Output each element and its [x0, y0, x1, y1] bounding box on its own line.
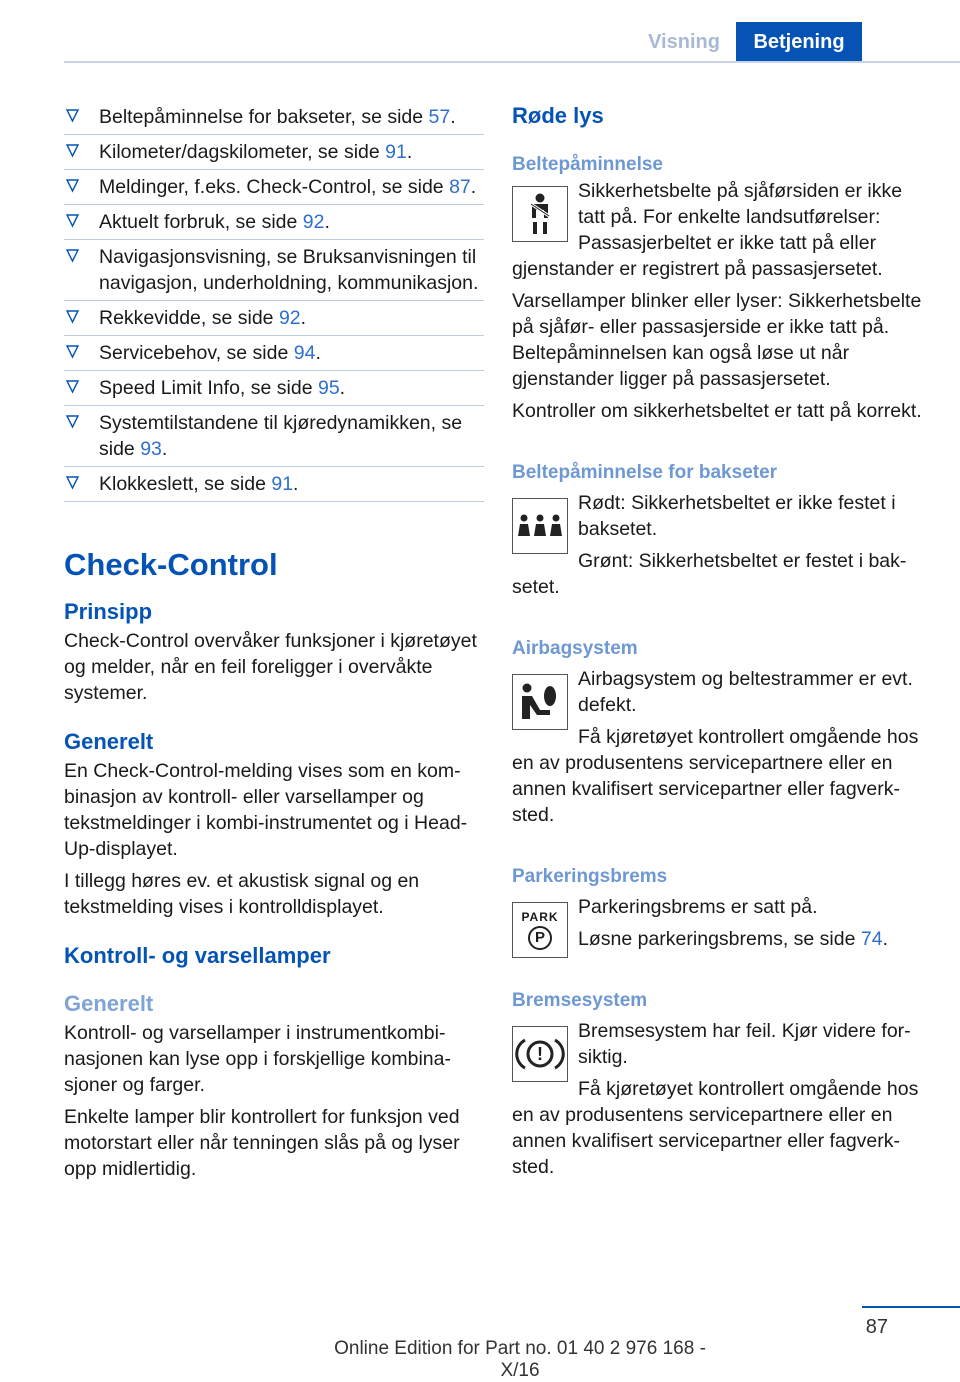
- list-item: [64, 100, 484, 135]
- generelt2-title: Generelt: [64, 991, 154, 1016]
- page-number: 87: [865, 1316, 888, 1338]
- generelt2-text-1: Kontroll- og varsellamper i instrumentkombinasjonen kan lyse opp i forskjellige kombinasjoner og farger.: [64, 1022, 451, 1096]
- page-link[interactable]: 92: [302, 211, 325, 233]
- brems-lamp: [512, 1018, 932, 1180]
- page-link[interactable]: 91: [271, 473, 294, 495]
- airbag-text-2: Få kjøretøyet kontrollert omgående hos en av produsentens servicepartnere eller en annen kvalifisert servicepartner eller fagverksted.: [512, 726, 919, 826]
- bak-title: Beltepåminnelse for bakseter: [512, 462, 778, 483]
- footer-divider: [862, 1306, 960, 1308]
- page-link[interactable]: 93: [140, 438, 162, 460]
- airbag-text-1: Airbagsystem og beltestrammer er evt. defekt.: [578, 668, 913, 716]
- list-item-tail: .: [161, 438, 168, 460]
- park-text-2: Løsne parkeringsbrems, se side 74.: [578, 928, 888, 950]
- list-item-tail: .: [406, 141, 413, 163]
- triangle-bullet-icon: [66, 179, 79, 192]
- bak-text-2: Grønt: Sikkerhetsbeltet er festet i baksetet.: [512, 550, 907, 598]
- triangle-bullet-icon: [66, 109, 79, 122]
- header-divider: [64, 61, 960, 63]
- brake-warning-glyph: !: [537, 1044, 543, 1064]
- belte-text-3: Kontroller om sikkerhetsbeltet er tatt på korrekt.: [512, 400, 922, 422]
- list-item: [64, 205, 484, 240]
- triangle-bullet-icon: [66, 144, 79, 157]
- triangle-bullet-icon: [66, 310, 79, 323]
- prinsipp-title: Prinsipp: [64, 599, 153, 624]
- generelt-text-2: I tillegg høres ev. et akustisk signal og en tekstmelding vises i kontrolldisplayet.: [64, 870, 420, 918]
- rear-seatbelt-icon: [512, 498, 568, 554]
- triangle-bullet-icon: [66, 380, 79, 393]
- list-item: [64, 371, 484, 406]
- bak-text-1: Rødt: Sikkerhetsbeltet er ikke festet i baksetet.: [578, 492, 896, 540]
- page-link[interactable]: 91: [385, 141, 407, 163]
- page-link[interactable]: 94: [293, 342, 316, 364]
- list-item: [64, 467, 484, 502]
- edition-text: Online Edition for Part no. 01 40 2 976 168 - X/16: [334, 1338, 706, 1381]
- page-link[interactable]: 92: [278, 307, 301, 329]
- list-item-text: Meldinger, f.eks. Check-Control, se side: [99, 176, 450, 198]
- list-item: [64, 170, 484, 205]
- list-item: [64, 336, 484, 371]
- rode-lys-title: Røde lys: [512, 103, 604, 128]
- left-column: [64, 100, 484, 1182]
- park-icon-label: PARK: [521, 910, 559, 924]
- generelt2-text-2: Enkelte lamper blir kontrollert for funksjon ved motorstart eller når tenningen slås på og lyser opp midlertidig.: [64, 1106, 460, 1180]
- page-link[interactable]: 87: [449, 176, 471, 198]
- park-title: Parkeringsbrems: [512, 866, 668, 887]
- kontroll-title: Kontroll- og varsellamper: [64, 943, 331, 968]
- generelt-title: Generelt: [64, 729, 154, 754]
- airbag-title: Airbagsystem: [512, 638, 638, 659]
- list-item: [64, 240, 484, 301]
- park-text-1: Parkeringsbrems er satt på.: [578, 896, 818, 918]
- list-item-tail: .: [339, 377, 346, 399]
- brake-warning-icon: [512, 1026, 568, 1082]
- list-item: [64, 406, 484, 467]
- park-icon-letter: P: [528, 926, 552, 950]
- belte-title: Beltepåminnelse: [512, 154, 663, 175]
- triangle-bullet-icon: [66, 476, 79, 489]
- tab-betjening[interactable]: Betjening: [736, 22, 862, 62]
- airbag-icon: [512, 674, 568, 730]
- belte-text-2: Varsellamper blinker eller lyser: Sikkerhetsbelte på sjåfør- eller passasjerside er ikke tatt på. Beltepåminnelsen kan også løse ut når gjenstander ligger på passasjersetet.: [512, 290, 922, 390]
- list-item-text: Navigasjonsvisning, se Bruksanvisningen til navigasjon, underholdning, kommunikasjon.: [99, 246, 479, 294]
- triangle-bullet-icon: [66, 249, 79, 262]
- parking-brake-icon: [512, 902, 568, 958]
- list-item-text: Aktuelt forbruk, se side: [99, 211, 303, 233]
- list-item-text: Speed Limit Info, se side: [99, 377, 318, 399]
- belte-lamp: [512, 178, 932, 282]
- list-item-text: Rekkevidde, se side: [99, 307, 279, 329]
- generelt-text-1: En Check-Control-melding vises som en kombinasjon av kontroll- eller varsellamper og tekstmeldinger i kombi-instrumentet og i Head-Up-displayet.: [64, 760, 468, 860]
- bullet-list: [64, 100, 484, 502]
- list-item-tail: .: [293, 473, 299, 495]
- list-item: [64, 301, 484, 336]
- airbag-lamp: [512, 666, 932, 828]
- brems-text-1: Bremsesystem har feil. Kjør videre forsiktig.: [578, 1020, 911, 1068]
- list-item-text: Servicebehov, se side: [99, 342, 294, 364]
- brems-text-2: Få kjøretøyet kontrollert omgående hos en av produsentens servicepartnere eller en annen kvalifisert servicepartner eller fagverksted.: [512, 1078, 919, 1178]
- right-column: [512, 100, 932, 1180]
- page-link[interactable]: 95: [317, 377, 340, 399]
- prinsipp-text: Check-Control overvåker funksjoner i kjøretøyet og melder, når en feil foreligger i overvåkte systemer.: [64, 630, 477, 704]
- list-item-tail: .: [324, 211, 330, 233]
- list-item-tail: .: [300, 307, 307, 329]
- list-item-tail: .: [450, 106, 456, 128]
- triangle-bullet-icon: [66, 214, 79, 227]
- triangle-bullet-icon: [66, 415, 79, 428]
- bak-lamp: [512, 490, 932, 600]
- list-item-text: Klokkeslett, se side: [99, 473, 272, 495]
- page-link[interactable]: 57: [428, 106, 451, 128]
- list-item-text: Kilometer/dagskilometer, se side: [99, 141, 386, 163]
- list-item-tail: .: [470, 176, 477, 198]
- belte-text: Sikkerhetsbelte på sjåførsiden er ikke tatt på. For enkelte landsutførelser: Passasjerbeltet er ikke tatt på eller gjenstander er registrert på passasjersetet.: [512, 180, 903, 280]
- tab-visning[interactable]: Visning: [648, 31, 720, 53]
- list-item-text: Beltepåminnelse for bakseter, se side: [99, 106, 429, 128]
- list-item: [64, 135, 484, 170]
- seatbelt-icon: [512, 186, 568, 242]
- list-item-text: Systemtilstandene til kjøredynamikken, se side: [99, 412, 463, 460]
- park-page-link[interactable]: 74: [860, 928, 883, 950]
- triangle-bullet-icon: [66, 345, 79, 358]
- park-lamp: [512, 894, 932, 952]
- brems-title: Bremsesystem: [512, 990, 648, 1011]
- check-control-title: Check-Control: [64, 547, 278, 582]
- list-item-tail: .: [315, 342, 321, 364]
